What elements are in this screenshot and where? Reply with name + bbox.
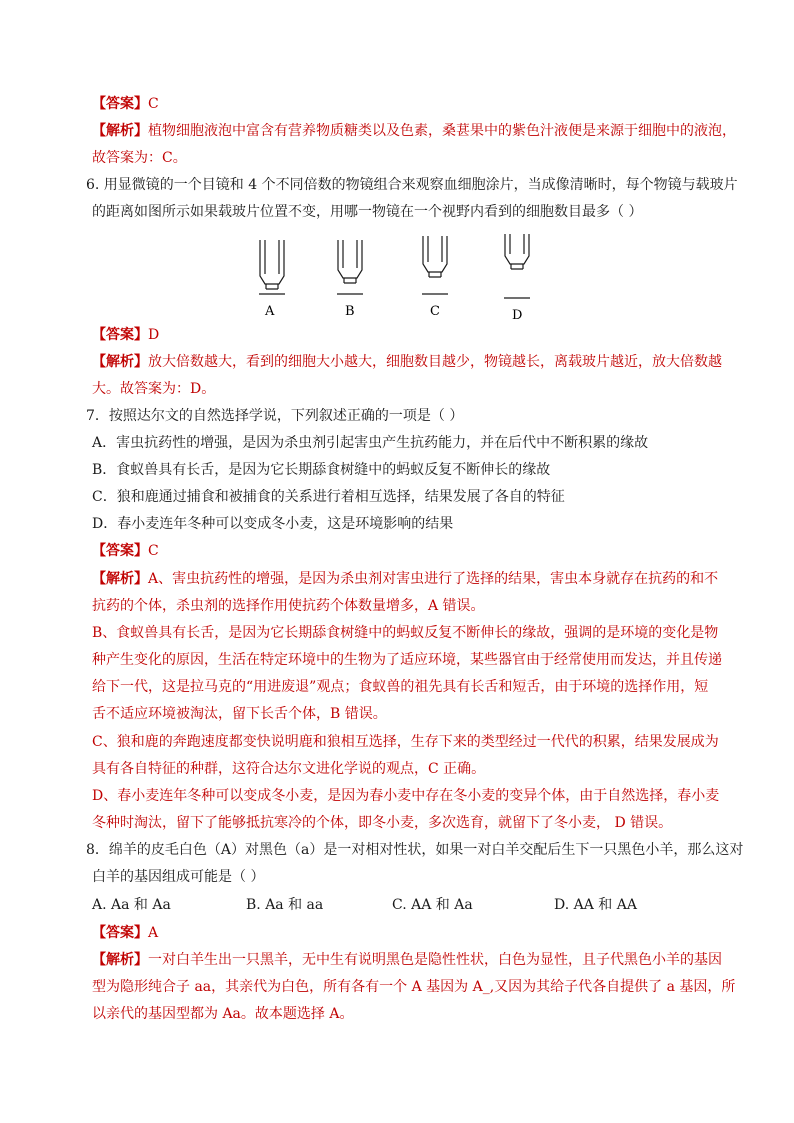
q7-analysis-line-6: 舌不适应环境被淘汰，留下长舌个体，B 错误。 bbox=[92, 706, 387, 722]
q6-stem-line-2: 的距离如图所示如果载玻片位置不变，用哪一物镜在一个视野内看到的细胞数目最多（ ） bbox=[92, 204, 643, 220]
q7-analysis-line-9: D、春小麦连年冬种可以变成冬小麦，是因为春小麦中存在冬小麦的变异个体，由于自然选择，春小麦 bbox=[92, 788, 720, 804]
q8-stem-line-2: 白羊的基因组成可能是（ ） bbox=[92, 869, 265, 885]
q8-answer: 【答案】A bbox=[92, 925, 159, 941]
q8-option-a: A. Aa 和 Aa bbox=[92, 897, 171, 913]
q8-option-b: B. Aa 和 aa bbox=[246, 897, 324, 913]
diagram-label-d: D bbox=[512, 308, 523, 323]
q7-option-c: C．狼和鹿通过捕食和被捕食的关系进行着相互选择，结果发展了各自的特征 bbox=[92, 489, 565, 505]
q8-option-c: C. AA 和 Aa bbox=[392, 897, 473, 913]
q5-analysis-line-2: 故答案为：C。 bbox=[92, 150, 187, 166]
diagram-label-a: A bbox=[265, 304, 275, 319]
q7-analysis-line-7: C、狼和鹿的奔跑速度都变快说明鹿和狼相互选择，生存下来的类型经过一代代的积累，结果发展成为 bbox=[92, 734, 719, 750]
diagram-label-c: C bbox=[430, 304, 440, 319]
q8-analysis-line-3: 以亲代的基因型都为 Aa。故本题选择 A。 bbox=[92, 1006, 354, 1022]
objective-lens-b bbox=[337, 240, 363, 294]
q7-option-a: A．害虫抗药性的增强，是因为杀虫剂引起害虫产生抗药能力，并在后代中不断积累的缘故 bbox=[92, 435, 649, 451]
q5-analysis-line-1: 【解析】植物细胞液泡中富含有营养物质糖类以及色素，桑葚果中的紫色汁液便是来源于细胞中的液泡， bbox=[92, 123, 736, 139]
q7-answer: 【答案】C bbox=[92, 543, 159, 559]
diagram-label-b: B bbox=[345, 304, 355, 319]
q7-analysis-line-3: B、食蚁兽具有长舌，是因为它长期舔食树缝中的蚂蚁反复不断伸长的缘故，强调的是环境的变化是物 bbox=[92, 625, 719, 641]
q7-analysis-line-4: 种产生变化的原因，生活在特定环境中的生物为了适应环境，某些器官由于经常使用而发达，并且传递 bbox=[92, 652, 722, 668]
q8-stem-line-1: 8．绵羊的皮毛白色（A）对黑色（a）是一对相对性状，如果一对白羊交配后生下一只黑色小羊，那么这对 bbox=[86, 842, 744, 858]
q7-analysis-line-8: 具有各自特征的种群，这符合达尔文进化学说的观点，C 正确。 bbox=[92, 761, 486, 777]
q6-analysis-line-1: 【解析】放大倍数越大，看到的细胞大小越大，细胞数目越少，物镜越长，离载玻片越近，放大倍数越 bbox=[92, 354, 722, 370]
q7-stem: 7．按照达尔文的自然选择学说，下列叙述正确的一项是（ ） bbox=[86, 408, 464, 424]
q7-analysis-line-10: 冬种时淘汰，留下了能够抵抗寒冷的个体，即冬小麦，多次选育，就留下了冬小麦， D 错误。 bbox=[92, 815, 673, 831]
objective-lens-c bbox=[422, 236, 448, 294]
objective-lens-diagram bbox=[240, 232, 540, 324]
q6-answer: 【答案】D bbox=[92, 327, 160, 343]
q7-analysis-line-5: 给下一代，这是拉马克的“用进废退”观点；食蚁兽的祖先具有长舌和短舌，由于环境的选择作用，短 bbox=[92, 679, 709, 695]
objective-lens-a bbox=[259, 240, 285, 294]
q5-answer: 【答案】C bbox=[92, 96, 159, 112]
q7-option-d: D．春小麦连年冬种可以变成冬小麦，这是环境影响的结果 bbox=[92, 516, 454, 532]
q8-analysis-line-2: 型为隐形纯合子 aa，其亲代为白色，所有各有一个 A 基因为 A_,又因为其给子代各自提供了 a 基因，所 bbox=[92, 979, 736, 995]
q8-option-d: D. AA 和 AA bbox=[554, 897, 637, 913]
q6-analysis-line-2: 大。故答案为：D。 bbox=[92, 381, 216, 397]
q7-option-b: B．食蚁兽具有长舌，是因为它长期舔食树缝中的蚂蚁反复不断伸长的缘故 bbox=[92, 462, 551, 478]
q7-analysis-line-1: 【解析】A、害虫抗药性的增强，是因为杀虫剂对害虫进行了选择的结果，害虫本身就存在抗药的和不 bbox=[92, 571, 719, 587]
q7-analysis-line-2: 抗药的个体，杀虫剂的选择作用使抗药个体数量增多，A 错误。 bbox=[92, 598, 485, 614]
q8-analysis-line-1: 【解析】一对白羊生出一只黑羊，无中生有说明黑色是隐性性状，白色为显性，且子代黑色小羊的基因 bbox=[92, 952, 722, 968]
q6-stem-line-1: 6. 用显微镜的一个目镜和 4 个不同倍数的物镜组合来观察血细胞涂片，当成像清晰时，每个物镜与载玻片 bbox=[86, 177, 738, 193]
objective-lens-d bbox=[504, 234, 530, 298]
